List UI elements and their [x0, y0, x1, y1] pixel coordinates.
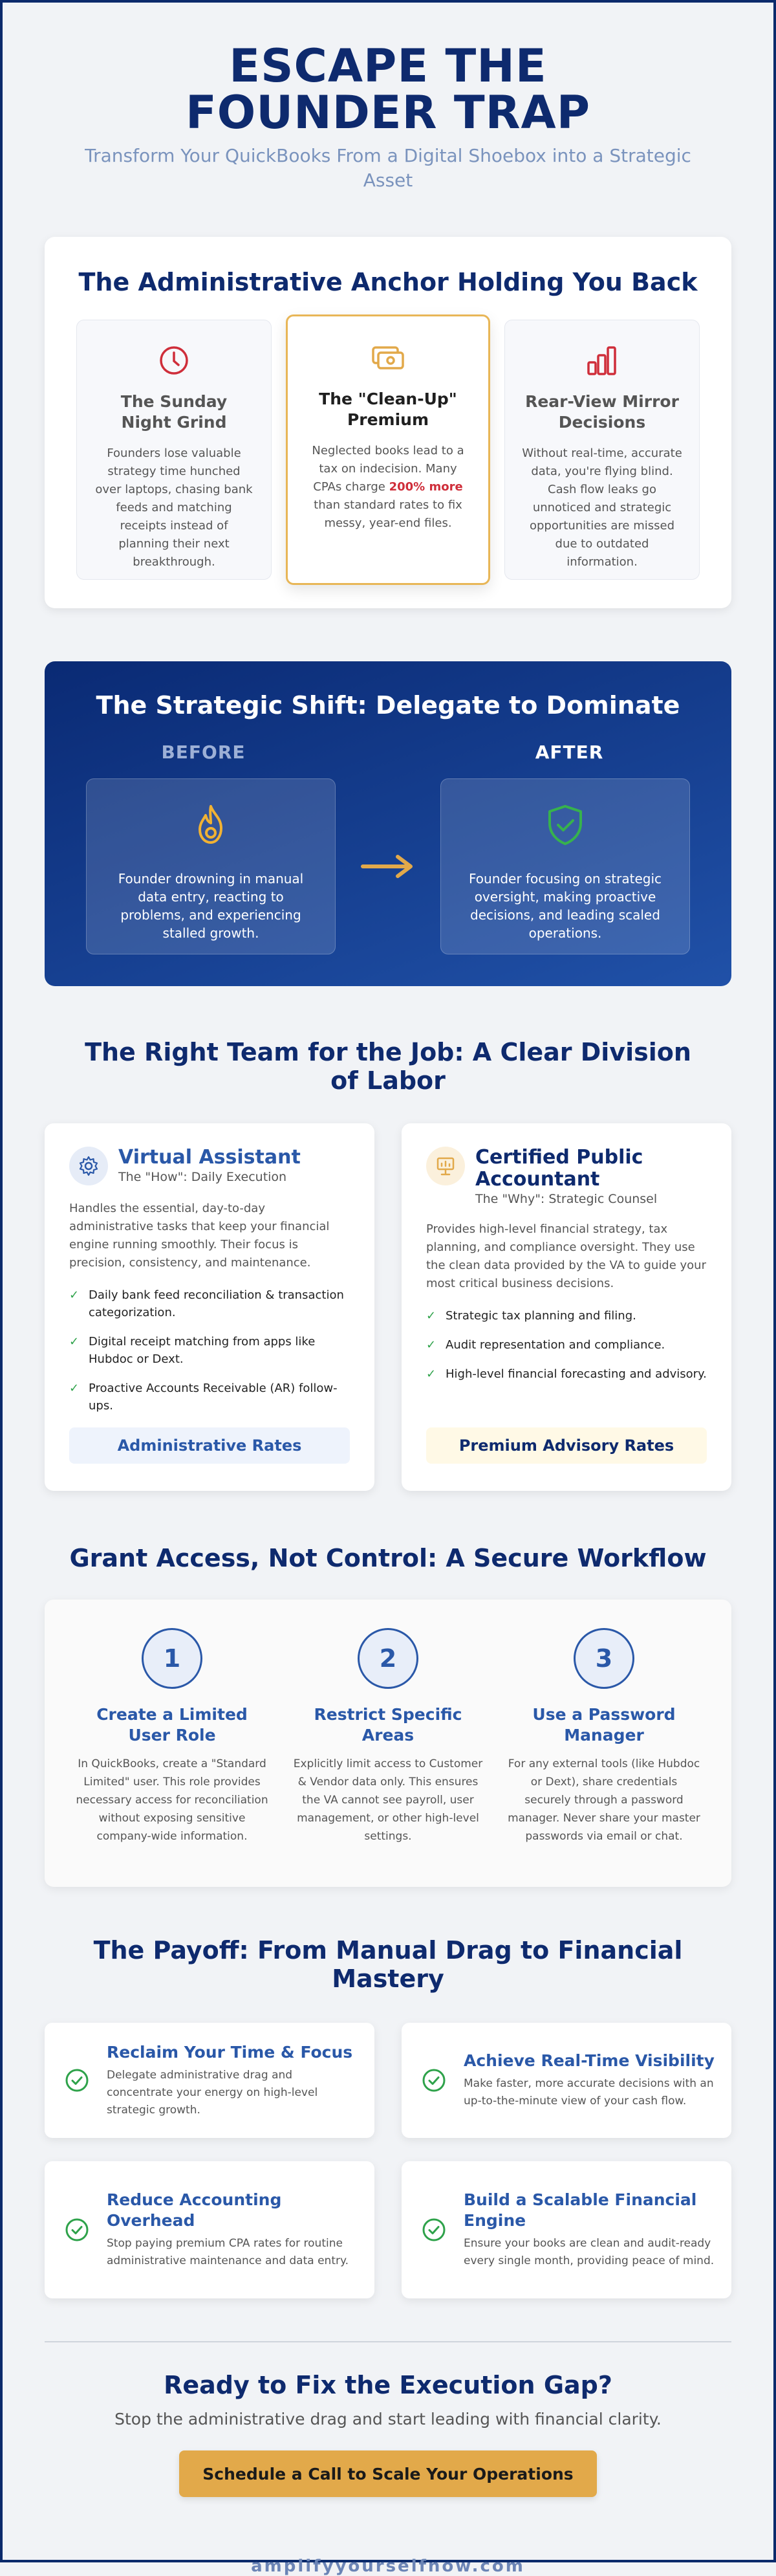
- arrow-right-icon: [356, 853, 420, 879]
- gear-icon: [69, 1147, 108, 1185]
- step-title: Use a Password Manager: [532, 1705, 676, 1745]
- hero: [45, 3, 731, 193]
- content-wrapper: [45, 3, 731, 2576]
- cpa-task-list: [426, 1307, 707, 1383]
- benefit-title: Build a Scalable Financial Engine: [464, 2190, 697, 2230]
- access-heading: Grant Access, Not Control: A Secure Workflow: [69, 1544, 707, 1572]
- check-icon: ✓: [69, 1335, 80, 1349]
- administrative-rates-badge: Administrative Rates: [69, 1427, 350, 1464]
- bar-chart-icon: [522, 342, 682, 379]
- page-title: ESCAPE THE FOUNDER TRAP: [185, 39, 591, 139]
- va-title-block: [118, 1147, 301, 1184]
- check-icon: ✓: [426, 1367, 436, 1381]
- check-icon: ✓: [426, 1309, 436, 1323]
- benefit-text: Ensure your books are clean and audit-ready every single month, providing peace of mind.: [464, 2237, 715, 2267]
- after-label: AFTER: [535, 742, 604, 763]
- benefit-body: [107, 2190, 359, 2270]
- step-number: 2: [358, 1628, 418, 1689]
- list-item: [69, 1333, 350, 1368]
- before-label: BEFORE: [161, 742, 246, 763]
- cpa-card: [402, 1123, 731, 1491]
- benefit-card: [45, 2161, 374, 2298]
- website-link[interactable]: amplifyyourselfnow.com: [251, 2557, 525, 2576]
- step-title: Create a Limited User Role: [96, 1705, 248, 1745]
- anchor-heading: The Administrative Anchor Holding You Back: [78, 268, 698, 296]
- va-task-list: [69, 1286, 350, 1415]
- schedule-call-button[interactable]: Schedule a Call to Scale Your Operations: [179, 2450, 597, 2497]
- flame-icon: [87, 804, 335, 849]
- check-icon: ✓: [69, 1382, 80, 1395]
- benefit-card: [45, 2023, 374, 2138]
- pain-text: Without real-time, accurate data, you're flying blind. Cash flow leaks go unnoticed and strategic opportunities are missed due to outdated information.: [522, 446, 682, 569]
- team-heading: The Right Team for the Job: A Clear Division of Labor: [85, 1038, 691, 1095]
- benefit-title: Achieve Real-Time Visibility: [464, 2051, 715, 2070]
- benefit-title: Reduce Accounting Overhead: [107, 2190, 282, 2230]
- check-circle-icon: [64, 2218, 90, 2242]
- team-section: [45, 1123, 731, 1491]
- pain-text: [305, 442, 471, 533]
- va-subtitle: The "How": Daily Execution: [118, 1170, 287, 1184]
- pain-text-part: Neglected books lead to a tax on indecision. Many CPAs charge: [312, 444, 464, 494]
- list-item-text: Strategic tax planning and filing.: [446, 1309, 636, 1323]
- benefit-text: Delegate administrative drag and concentrate your energy on high-level strategic growth.: [107, 2068, 318, 2117]
- step-2: [291, 1628, 485, 1887]
- step-text: Explicitly limit access to Customer & Vendor data only. This ensures the VA cannot see payroll, user management, or other high-level settings.: [293, 1757, 483, 1843]
- benefit-body: [464, 2190, 716, 2270]
- highlight-percent: 200% more: [389, 480, 463, 494]
- va-card: [45, 1123, 374, 1491]
- shift-labels: [45, 742, 731, 763]
- list-item: [426, 1307, 707, 1325]
- check-circle-icon: [64, 2068, 90, 2093]
- pain-card-rear-view: [504, 320, 700, 580]
- check-icon: ✓: [69, 1288, 80, 1302]
- step-title: Restrict Specific Areas: [314, 1705, 462, 1745]
- strategic-shift-section: [45, 661, 731, 986]
- benefit-text: Stop paying premium CPA rates for routine administrative maintenance and data entry.: [107, 2237, 349, 2267]
- list-item: [426, 1336, 707, 1354]
- step-number: 1: [142, 1628, 202, 1689]
- cpa-title: Certified Public Accountant: [475, 1146, 643, 1191]
- va-description: Handles the essential, day-to-day administrative tasks that keep your financial engine running smoothly. Their focus is precision, consistency, and maintenance.: [69, 1202, 330, 1270]
- pain-title: The "Clean-Up" Premium: [319, 390, 457, 429]
- list-item-text: High-level financial forecasting and advisory.: [446, 1367, 707, 1381]
- money-icon: [305, 340, 471, 376]
- before-text: Founder drowning in manual data entry, reacting to problems, and experiencing stalled growth.: [118, 871, 304, 941]
- cta-text: Stop the administrative drag and start leading with financial clarity.: [114, 2410, 662, 2428]
- step-text: In QuickBooks, create a "Standard Limited" user. This role provides necessary access for reconciliation without exposing sensitive company-wide information.: [76, 1757, 268, 1843]
- cta-heading: Ready to Fix the Execution Gap?: [164, 2371, 612, 2399]
- check-circle-icon: [421, 2068, 447, 2093]
- va-card-header: [69, 1147, 350, 1185]
- cpa-description: Provides high-level financial strategy, tax planning, and compliance oversight. They use the clean data provided by the VA to guide your most critical business decisions.: [426, 1222, 706, 1290]
- benefit-body: [464, 2051, 716, 2110]
- pain-title: The Sunday Night Grind: [120, 392, 228, 432]
- list-item: [69, 1286, 350, 1321]
- cpa-card-header: [426, 1147, 707, 1206]
- cta-section: [45, 2371, 731, 2576]
- pain-card-sunday-grind: [76, 320, 272, 580]
- after-box: [440, 778, 690, 954]
- list-item-text: Proactive Accounts Receivable (AR) follow-ups.: [89, 1382, 338, 1413]
- after-text: Founder focusing on strategic oversight, making proactive decisions, and leading scaled operations.: [468, 871, 662, 941]
- benefit-body: [107, 2042, 359, 2119]
- cpa-subtitle: The "Why": Strategic Counsel: [475, 1192, 658, 1206]
- benefit-text: Make faster, more accurate decisions with an up-to-the-minute view of your cash flow.: [464, 2077, 714, 2108]
- list-item-text: Digital receipt matching from apps like Hubdoc or Dext.: [89, 1335, 316, 1366]
- benefit-card: [402, 2161, 731, 2298]
- payoff-heading: The Payoff: From Manual Drag to Financial Mastery: [93, 1936, 683, 1993]
- list-item: [69, 1380, 350, 1415]
- workflow-steps: [45, 1600, 731, 1887]
- step-text: For any external tools (like Hubdoc or Dext), share credentials securely through a password manager. Never share your master passwords via email or chat.: [508, 1757, 700, 1843]
- before-box: [86, 778, 336, 954]
- pain-text: Founders lose valuable strategy time hunched over laptops, chasing bank feeds and matching receipts instead of planning their next breakthrough.: [95, 446, 253, 569]
- benefit-title: Reclaim Your Time & Focus: [107, 2042, 353, 2062]
- shield-check-icon: [441, 804, 689, 849]
- list-item-text: Audit representation and compliance.: [446, 1338, 665, 1352]
- clock-icon: [94, 342, 254, 379]
- list-item: [426, 1365, 707, 1383]
- presentation-icon: [426, 1147, 465, 1185]
- va-title: Virtual Assistant: [118, 1146, 301, 1169]
- step-3: [507, 1628, 701, 1887]
- check-circle-icon: [421, 2218, 447, 2242]
- anchor-section: [45, 237, 731, 608]
- shift-boxes: [45, 778, 731, 954]
- shift-heading: The Strategic Shift: Delegate to Dominate: [96, 691, 680, 720]
- pain-title: Rear-View Mirror Decisions: [525, 392, 679, 432]
- premium-advisory-rates-badge: Premium Advisory Rates: [426, 1427, 707, 1464]
- benefits-grid: [45, 2023, 731, 2298]
- cpa-title-block: [475, 1147, 707, 1206]
- step-1: [75, 1628, 269, 1887]
- section-divider: [45, 2341, 731, 2342]
- page-subtitle: Transform Your QuickBooks From a Digital Shoebox into a Strategic Asset: [85, 145, 691, 191]
- step-number: 3: [574, 1628, 634, 1689]
- pain-text-part: than standard rates to fix messy, year-end files.: [314, 498, 462, 530]
- list-item-text: Daily bank feed reconciliation & transaction categorization.: [89, 1288, 344, 1319]
- pain-cards: [45, 320, 731, 585]
- check-icon: ✓: [426, 1338, 436, 1352]
- pain-card-cleanup-premium: [286, 314, 490, 585]
- benefit-card: [402, 2023, 731, 2138]
